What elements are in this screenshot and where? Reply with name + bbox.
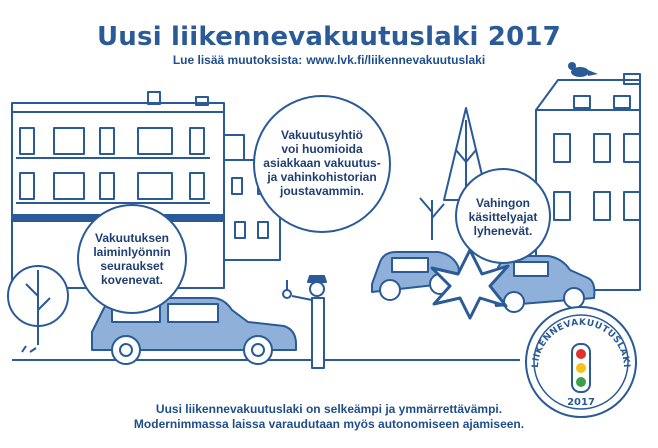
page-title: Uusi liikennevakuutuslaki 2017: [97, 22, 561, 52]
bubble-insurer-line: Vakuutusyhtiö: [280, 128, 363, 142]
footer-line-2: Modernimmassa laissa varaudutaan myös autonomiseen ajamiseen.: [133, 417, 525, 431]
seal-badge: [526, 307, 636, 417]
subtitle-label: Lue lisää muutoksista:: [172, 53, 303, 67]
bubble-insurer-line: voi huomioida: [281, 142, 363, 156]
bird-icon: [568, 62, 598, 77]
bubble-insurer-line: asiakkaan vakuutus-: [263, 156, 381, 170]
bubble-neglect-text: [82, 231, 182, 287]
website-link[interactable]: www.lvk.fi/liikennevakuutuslaki: [306, 53, 486, 67]
traffic-officer-icon: [283, 276, 326, 368]
bubble-claims-line: käsittelyajat: [468, 210, 538, 224]
bubble-claims-line: lyhenevät.: [473, 224, 533, 238]
seal-arc-text: LIIKENNEVAKUUTUSLAKI: [530, 317, 632, 369]
bubble-claims-line: Vahingon: [476, 196, 530, 210]
bubble-insurer-text: [256, 128, 388, 198]
bubble-claims-text: [461, 196, 545, 238]
bubble-neglect-line: Vakuutuksen: [94, 231, 170, 245]
bubble-insurer-line: ja vahinkohistorian: [267, 170, 377, 184]
bubble-neglect-line: laiminlyönnin: [93, 245, 171, 259]
bubble-insurer-line: joustavammin.: [279, 184, 365, 198]
traffic-light-icon: [572, 344, 590, 392]
bubble-neglect-line: kovenevat.: [100, 273, 164, 287]
bubble-neglect-line: seuraukset: [100, 259, 164, 273]
footer-line-1: Uusi liikennevakuutuslaki on selkeämpi ja ymmärrettävämpi.: [155, 402, 503, 416]
bare-tree-icon: [420, 198, 444, 240]
seal-year: 2017: [567, 397, 595, 408]
sparkle-icon: [22, 346, 36, 352]
round-tree-icon: [8, 266, 68, 345]
footer: [0, 402, 658, 432]
